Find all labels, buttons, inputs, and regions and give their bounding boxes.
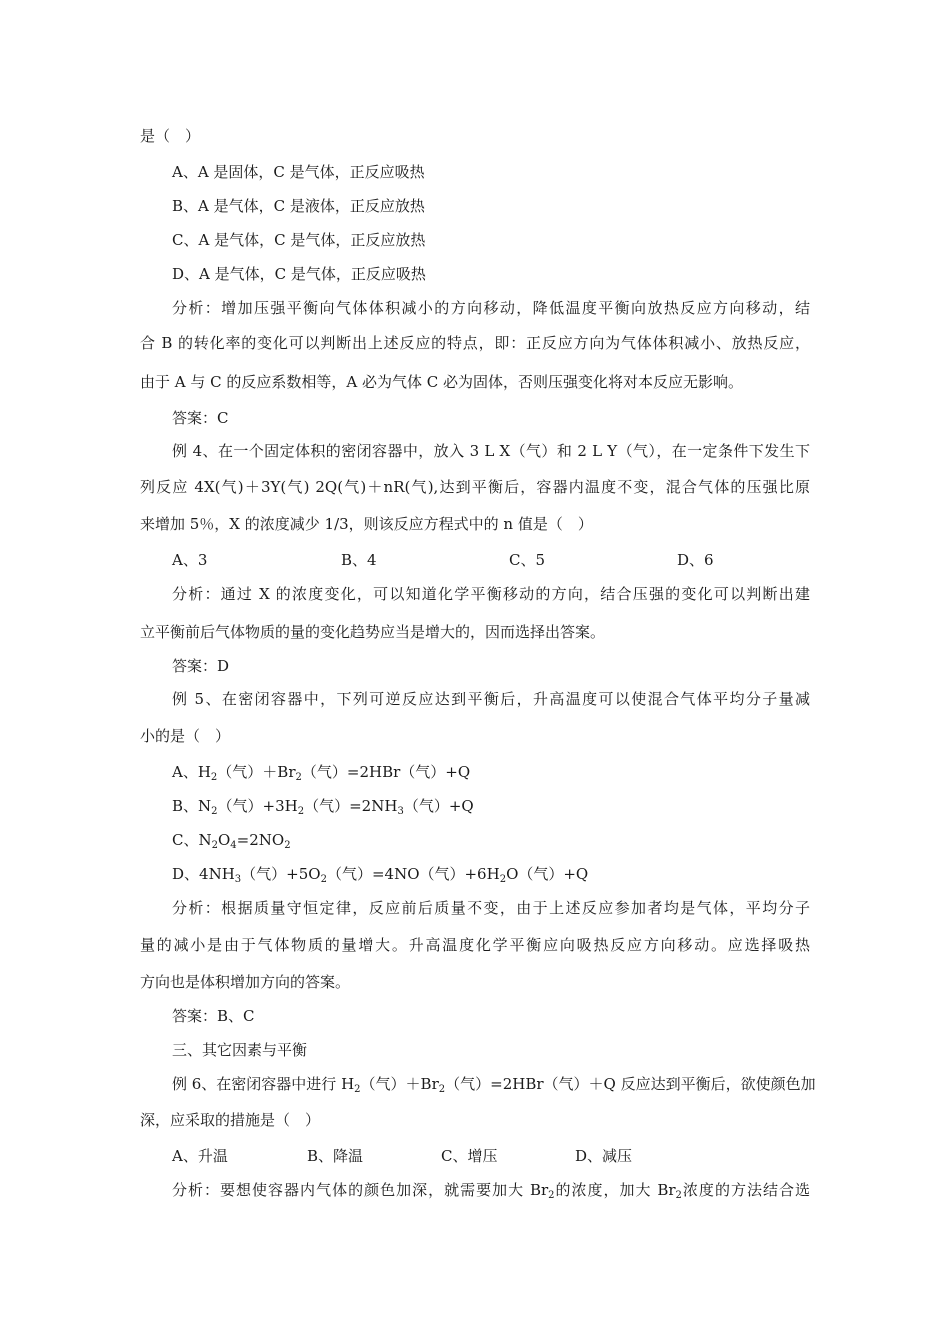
q4-stem-line: 列反应 4X(气)＋3Y(气) 2Q(气)＋nR(气),达到平衡后，容器内温度不变，混合气体的压强比原 xyxy=(140,478,810,496)
q3-answer: 答案：C xyxy=(172,409,229,427)
q5-option-c: C、$N_2O_4=2NO_2$ xyxy=(172,831,291,851)
q6-option-a: A、升温 xyxy=(172,1147,228,1165)
q4-stem-line: 来增加 5％，X 的浓度减少 1/3，则该反应方程式中的 n 值是（ ） xyxy=(140,515,593,533)
q6-option-b: B、降温 xyxy=(307,1147,364,1165)
q4-option-b: B、4 xyxy=(341,551,377,569)
q5-analysis-line: 量的减小是由于气体物质的量增大。升高温度化学平衡应向吸热反应方向移动。应选择吸热 xyxy=(140,936,810,954)
q3-option-b: B、A 是气体，C 是液体，正反应放热 xyxy=(172,197,425,215)
section-heading: 三、其它因素与平衡 xyxy=(172,1041,308,1059)
q3-analysis-line: 由于 A 与 C 的反应系数相等，A 必为气体 C 必为固体，否则压强变化将对本反应无影响。 xyxy=(140,373,743,391)
q4-option-d: D、6 xyxy=(677,551,714,569)
q3-option-c: C、A 是气体，C 是气体，正反应放热 xyxy=(172,231,426,249)
q3-option-a: A、A 是固体，C 是气体，正反应吸热 xyxy=(172,163,425,181)
q5-analysis-line: 分析：根据质量守恒定律，反应前后质量不变，由于上述反应参加者均是气体，平均分子 xyxy=(172,899,810,917)
q6-option-d: D、减压 xyxy=(575,1147,633,1165)
q3-analysis-line: 合 B 的转化率的变化可以判断出上述反应的特点，即：正反应方向为气体体积减小、放热反应， xyxy=(140,334,810,352)
q4-option-c: C、5 xyxy=(509,551,546,569)
q5-analysis-line: 方向也是体积增加方向的答案。 xyxy=(140,973,351,991)
q4-answer: 答案：D xyxy=(172,657,230,675)
q5-option-d: D、$4NH_3$（气）$+5O_2$（气）=4NO（气）$+6H_2O$（气）+Q xyxy=(172,865,589,885)
q6-option-c: C、增压 xyxy=(441,1147,498,1165)
q4-analysis-line: 分析：通过 X 的浓度变化，可以知道化学平衡移动的方向，结合压强的变化可以判断出建 xyxy=(172,585,810,603)
q5-stem-line: 小的是（ ） xyxy=(140,727,231,745)
q4-stem-line: 例 4、在一个固定体积的密闭容器中，放入 3 L X（气）和 2 L Y（气），在一定条件下发生下 xyxy=(172,442,810,460)
q4-option-a: A、3 xyxy=(172,551,208,569)
q5-option-b: B、$N_2$（气）$+3H_2$（气）$=2NH_3$（气）+Q xyxy=(172,797,474,817)
q5-answer: 答案：B、C xyxy=(172,1007,255,1025)
q3-option-d: D、A 是气体，C 是气体，正反应吸热 xyxy=(172,265,426,283)
q3-analysis-line: 分析：增加压强平衡向气体体积减小的方向移动，降低温度平衡向放热反应方向移动，结 xyxy=(172,299,810,317)
q6-stem-line: 例 6、在密闭容器中进行 $H_2$（气）$+Br_2$（气）=2HBr（气）＋Q 反应达到平衡后，欲使颜色加 xyxy=(172,1075,816,1095)
q6-stem-line: 深，应采取的措施是（ ） xyxy=(140,1111,321,1129)
q3-stem-tail: 是（ ） xyxy=(140,127,201,145)
q5-stem-line: 例 5、在密闭容器中，下列可逆反应达到平衡后，升高温度可以使混合气体平均分子量减 xyxy=(172,690,810,708)
q5-option-a: A、$H_2$（气）$+Br_2$（气）=2HBr（气）+Q xyxy=(172,763,471,783)
q6-analysis-line: 分析：要想使容器内气体的颜色加深，就需要加大 $Br_2$的浓度，加大 $Br_2$浓度的方法结合选 xyxy=(172,1181,810,1201)
q4-analysis-line: 立平衡前后气体物质的量的变化趋势应当是增大的，因而选择出答案。 xyxy=(140,623,606,641)
